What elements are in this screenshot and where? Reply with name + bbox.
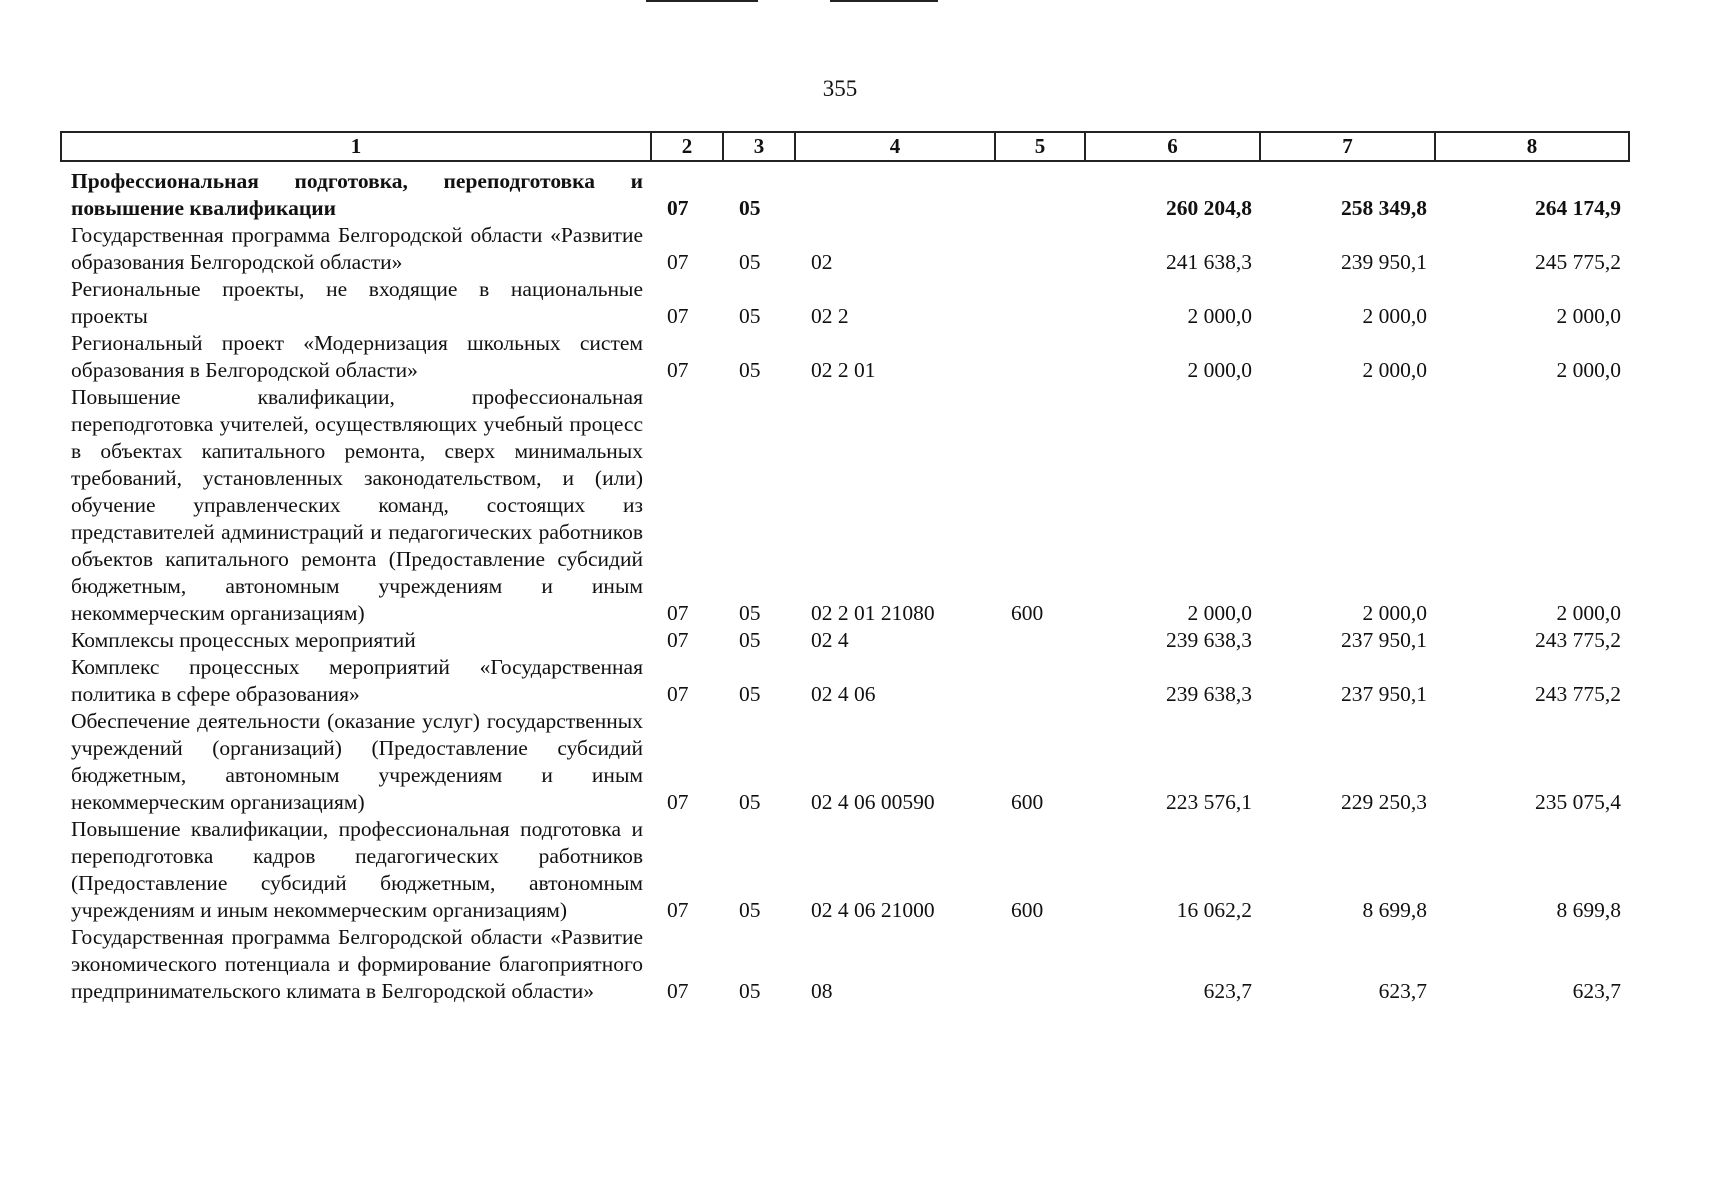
row-amount-7: 2 000,0 xyxy=(1362,601,1427,625)
row-expense-type xyxy=(995,654,1085,708)
column-header-7: 7 xyxy=(1260,132,1435,161)
row-amount-7: 229 250,3 xyxy=(1341,790,1427,814)
row-amount-8: 2 000,0 xyxy=(1556,358,1621,382)
row-expense-type xyxy=(995,924,1085,1005)
row-subsection: 05 xyxy=(739,601,761,625)
row-section: 07 xyxy=(667,196,689,220)
row-target-article: 02 2 01 21080 xyxy=(811,601,935,625)
row-subsection: 05 xyxy=(739,250,761,274)
row-amount-8: 8 699,8 xyxy=(1556,898,1621,922)
column-header-5: 5 xyxy=(995,132,1085,161)
column-header-3: 3 xyxy=(723,132,795,161)
budget-table xyxy=(60,131,1630,1005)
table-row xyxy=(61,816,1629,924)
row-target-article: 02 xyxy=(811,250,833,274)
row-target-article: 02 2 01 xyxy=(811,358,876,382)
row-name: Региональные проекты, не входящие в национальные проекты xyxy=(71,277,643,328)
row-subsection: 05 xyxy=(739,196,761,220)
row-expense-type xyxy=(995,276,1085,330)
row-amount-7: 237 950,1 xyxy=(1341,628,1427,652)
row-section: 07 xyxy=(667,682,689,706)
table-row xyxy=(61,627,1629,654)
row-name: Региональный проект «Модернизация школьных систем образования в Белгородской области» xyxy=(71,331,643,382)
row-expense-type xyxy=(995,330,1085,384)
row-section: 07 xyxy=(667,250,689,274)
top-rule-left xyxy=(646,0,758,2)
table-row xyxy=(61,222,1629,276)
row-amount-7: 8 699,8 xyxy=(1362,898,1427,922)
row-amount-6: 239 638,3 xyxy=(1166,628,1252,652)
table-row xyxy=(61,161,1629,222)
row-amount-6: 2 000,0 xyxy=(1187,304,1252,328)
row-amount-7: 239 950,1 xyxy=(1341,250,1427,274)
row-amount-6: 241 638,3 xyxy=(1166,250,1252,274)
column-header-8: 8 xyxy=(1435,132,1629,161)
row-expense-type: 600 xyxy=(1011,898,1044,922)
header-row xyxy=(61,132,1629,161)
row-subsection: 05 xyxy=(739,790,761,814)
row-target-article: 02 4 06 21000 xyxy=(811,898,935,922)
table-row xyxy=(61,384,1629,627)
row-name: Комплекс процессных мероприятий «Государственная политика в сфере образования» xyxy=(71,655,643,706)
top-rule-right xyxy=(830,0,938,2)
table-row xyxy=(61,924,1629,1005)
row-section: 07 xyxy=(667,628,689,652)
row-amount-8: 264 174,9 xyxy=(1535,196,1621,220)
row-name: Повышение квалификации, профессиональная переподготовка учителей, осуществляющих учебный процесс в объектах капитального ремонта, сверх минимальных требований, установленных законодательством, и (или) обучение управленческих команд, состоящих из представителей администраций и педагогических работников объектов капитального ремонта (Предоставление субсидий бюджетным, автономным учреждениям и иным некоммерческим организациям) xyxy=(71,385,643,625)
row-amount-8: 243 775,2 xyxy=(1535,628,1621,652)
row-amount-6: 223 576,1 xyxy=(1166,790,1252,814)
row-amount-7: 2 000,0 xyxy=(1362,358,1427,382)
row-section: 07 xyxy=(667,898,689,922)
row-subsection: 05 xyxy=(739,898,761,922)
row-name: Профессиональная подготовка, переподготовка и повышение квалификации xyxy=(71,169,643,220)
row-section: 07 xyxy=(667,979,689,1003)
row-amount-6: 239 638,3 xyxy=(1166,682,1252,706)
row-subsection: 05 xyxy=(739,358,761,382)
row-amount-8: 235 075,4 xyxy=(1535,790,1621,814)
row-subsection: 05 xyxy=(739,682,761,706)
column-header-2: 2 xyxy=(651,132,723,161)
row-section: 07 xyxy=(667,790,689,814)
row-section: 07 xyxy=(667,358,689,382)
row-subsection: 05 xyxy=(739,979,761,1003)
row-amount-8: 2 000,0 xyxy=(1556,601,1621,625)
page-number: 355 xyxy=(822,76,858,101)
row-target-article: 02 4 06 xyxy=(811,682,876,706)
row-target-article: 02 2 xyxy=(811,304,849,328)
row-subsection: 05 xyxy=(739,628,761,652)
row-amount-7: 2 000,0 xyxy=(1362,304,1427,328)
row-name: Государственная программа Белгородской области «Развитие образования Белгородской области» xyxy=(71,223,643,274)
row-amount-6: 16 062,2 xyxy=(1176,898,1252,922)
table-row xyxy=(61,276,1629,330)
row-amount-6: 623,7 xyxy=(1203,979,1252,1003)
row-expense-type xyxy=(995,161,1085,222)
row-target-article: 08 xyxy=(811,979,833,1003)
row-expense-type xyxy=(995,627,1085,654)
row-name: Повышение квалификации, профессиональная подготовка и переподготовка кадров педагогических работников (Предоставление субсидий бюджетным, автономным учреждениям и иным некоммерческим организациям) xyxy=(71,817,643,922)
row-amount-6: 2 000,0 xyxy=(1187,601,1252,625)
row-amount-7: 237 950,1 xyxy=(1341,682,1427,706)
row-expense-type: 600 xyxy=(1011,790,1044,814)
row-amount-8: 245 775,2 xyxy=(1535,250,1621,274)
table-row xyxy=(61,654,1629,708)
row-amount-6: 260 204,8 xyxy=(1166,196,1252,220)
row-target-article: 02 4 06 00590 xyxy=(811,790,935,814)
row-amount-8: 243 775,2 xyxy=(1535,682,1621,706)
row-expense-type: 600 xyxy=(1011,601,1044,625)
row-target-article xyxy=(795,161,995,222)
row-subsection: 05 xyxy=(739,304,761,328)
row-name: Государственная программа Белгородской области «Развитие экономического потенциала и формирование благоприятного предпринимательского климата в Белгородской области» xyxy=(71,925,643,1003)
row-name: Обеспечение деятельности (оказание услуг) государственных учреждений (организаций) (Предоставление субсидий бюджетным, автономным учреждениям и иным некоммерческим организациям) xyxy=(71,709,643,814)
row-target-article: 02 4 xyxy=(811,628,849,652)
row-amount-7: 258 349,8 xyxy=(1341,196,1427,220)
column-header-6: 6 xyxy=(1085,132,1260,161)
row-name: Комплексы процессных мероприятий xyxy=(71,628,416,652)
table-body xyxy=(61,161,1629,1005)
row-expense-type xyxy=(995,222,1085,276)
table-row xyxy=(61,330,1629,384)
row-amount-8: 2 000,0 xyxy=(1556,304,1621,328)
row-section: 07 xyxy=(667,601,689,625)
table-row xyxy=(61,708,1629,816)
row-section: 07 xyxy=(667,304,689,328)
row-amount-7: 623,7 xyxy=(1378,979,1427,1003)
row-amount-8: 623,7 xyxy=(1572,979,1621,1003)
column-header-1: 1 xyxy=(61,132,651,161)
column-header-4: 4 xyxy=(795,132,995,161)
row-amount-6: 2 000,0 xyxy=(1187,358,1252,382)
